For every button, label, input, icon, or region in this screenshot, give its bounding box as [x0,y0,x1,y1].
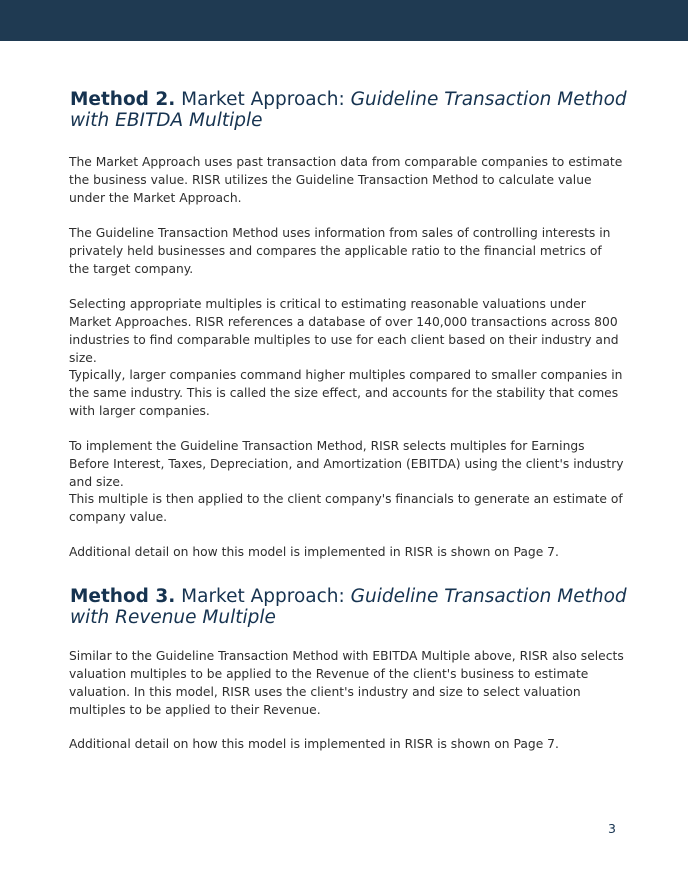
method-3-italic-title: Guideline Transaction Method with Revenue Multiple [70,586,627,628]
method-2-paragraph-4: Typically, larger companies command higher multiples compared to smaller companies in the same industry. This is called the size effect, and accounts for the stability that comes with larger companies. [69,368,623,418]
method-2-paragraph-5: To implement the Guideline Transaction Method, RISR selects multiples for Earnings Before Interest, Taxes, Depreciation, and Amortization (EBITDA) using the client's industry and size. [69,439,624,489]
method-3-paragraph-2: Additional detail on how this model is implemented in RISR is shown on Page 7. [69,737,559,751]
method-2-paragraph-7: Additional detail on how this model is implemented in RISR is shown on Page 7. [69,545,559,559]
method-2-heading [70,89,630,131]
method-2-number: Method 2. [70,89,176,110]
method-3-paragraph-1: Similar to the Guideline Transaction Method with EBITDA Multiple above, RISR also selects valuation multiples to be applied to the Revenue of the client's business to estimate valuation. In this model, RISR uses the client's industry and size to select valuation multiples to be applied to their Revenue. [69,649,624,717]
method-2-paragraph-1: The Market Approach uses past transaction data from comparable companies to estimate the business value. RISR utilizes the Guideline Transaction Method to calculate value under the Market Approach. [69,155,623,205]
header-bar [0,0,688,41]
method-2-lead: Market Approach: [181,89,345,110]
method-2-paragraph-2: The Guideline Transaction Method uses information from sales of controlling interests in privately held businesses and compares the applicable ratio to the financial metrics of the target company. [69,226,611,276]
method-2-italic-title: Guideline Transaction Method with EBITDA Multiple [70,89,627,131]
page-number: 3 [608,821,616,836]
method-2-paragraph-6: This multiple is then applied to the client company's financials to generate an estimate of company value. [69,492,623,524]
method-3-heading [70,586,630,628]
method-2-paragraph-3: Selecting appropriate multiples is critical to estimating reasonable valuations under Market Approaches. RISR references a database of over 140,000 transactions across 800 industries to find comparable multiples to use for each client based on their industry and size. [69,297,619,365]
method-3-number: Method 3. [70,586,176,607]
method-3-lead: Market Approach: [181,586,345,607]
